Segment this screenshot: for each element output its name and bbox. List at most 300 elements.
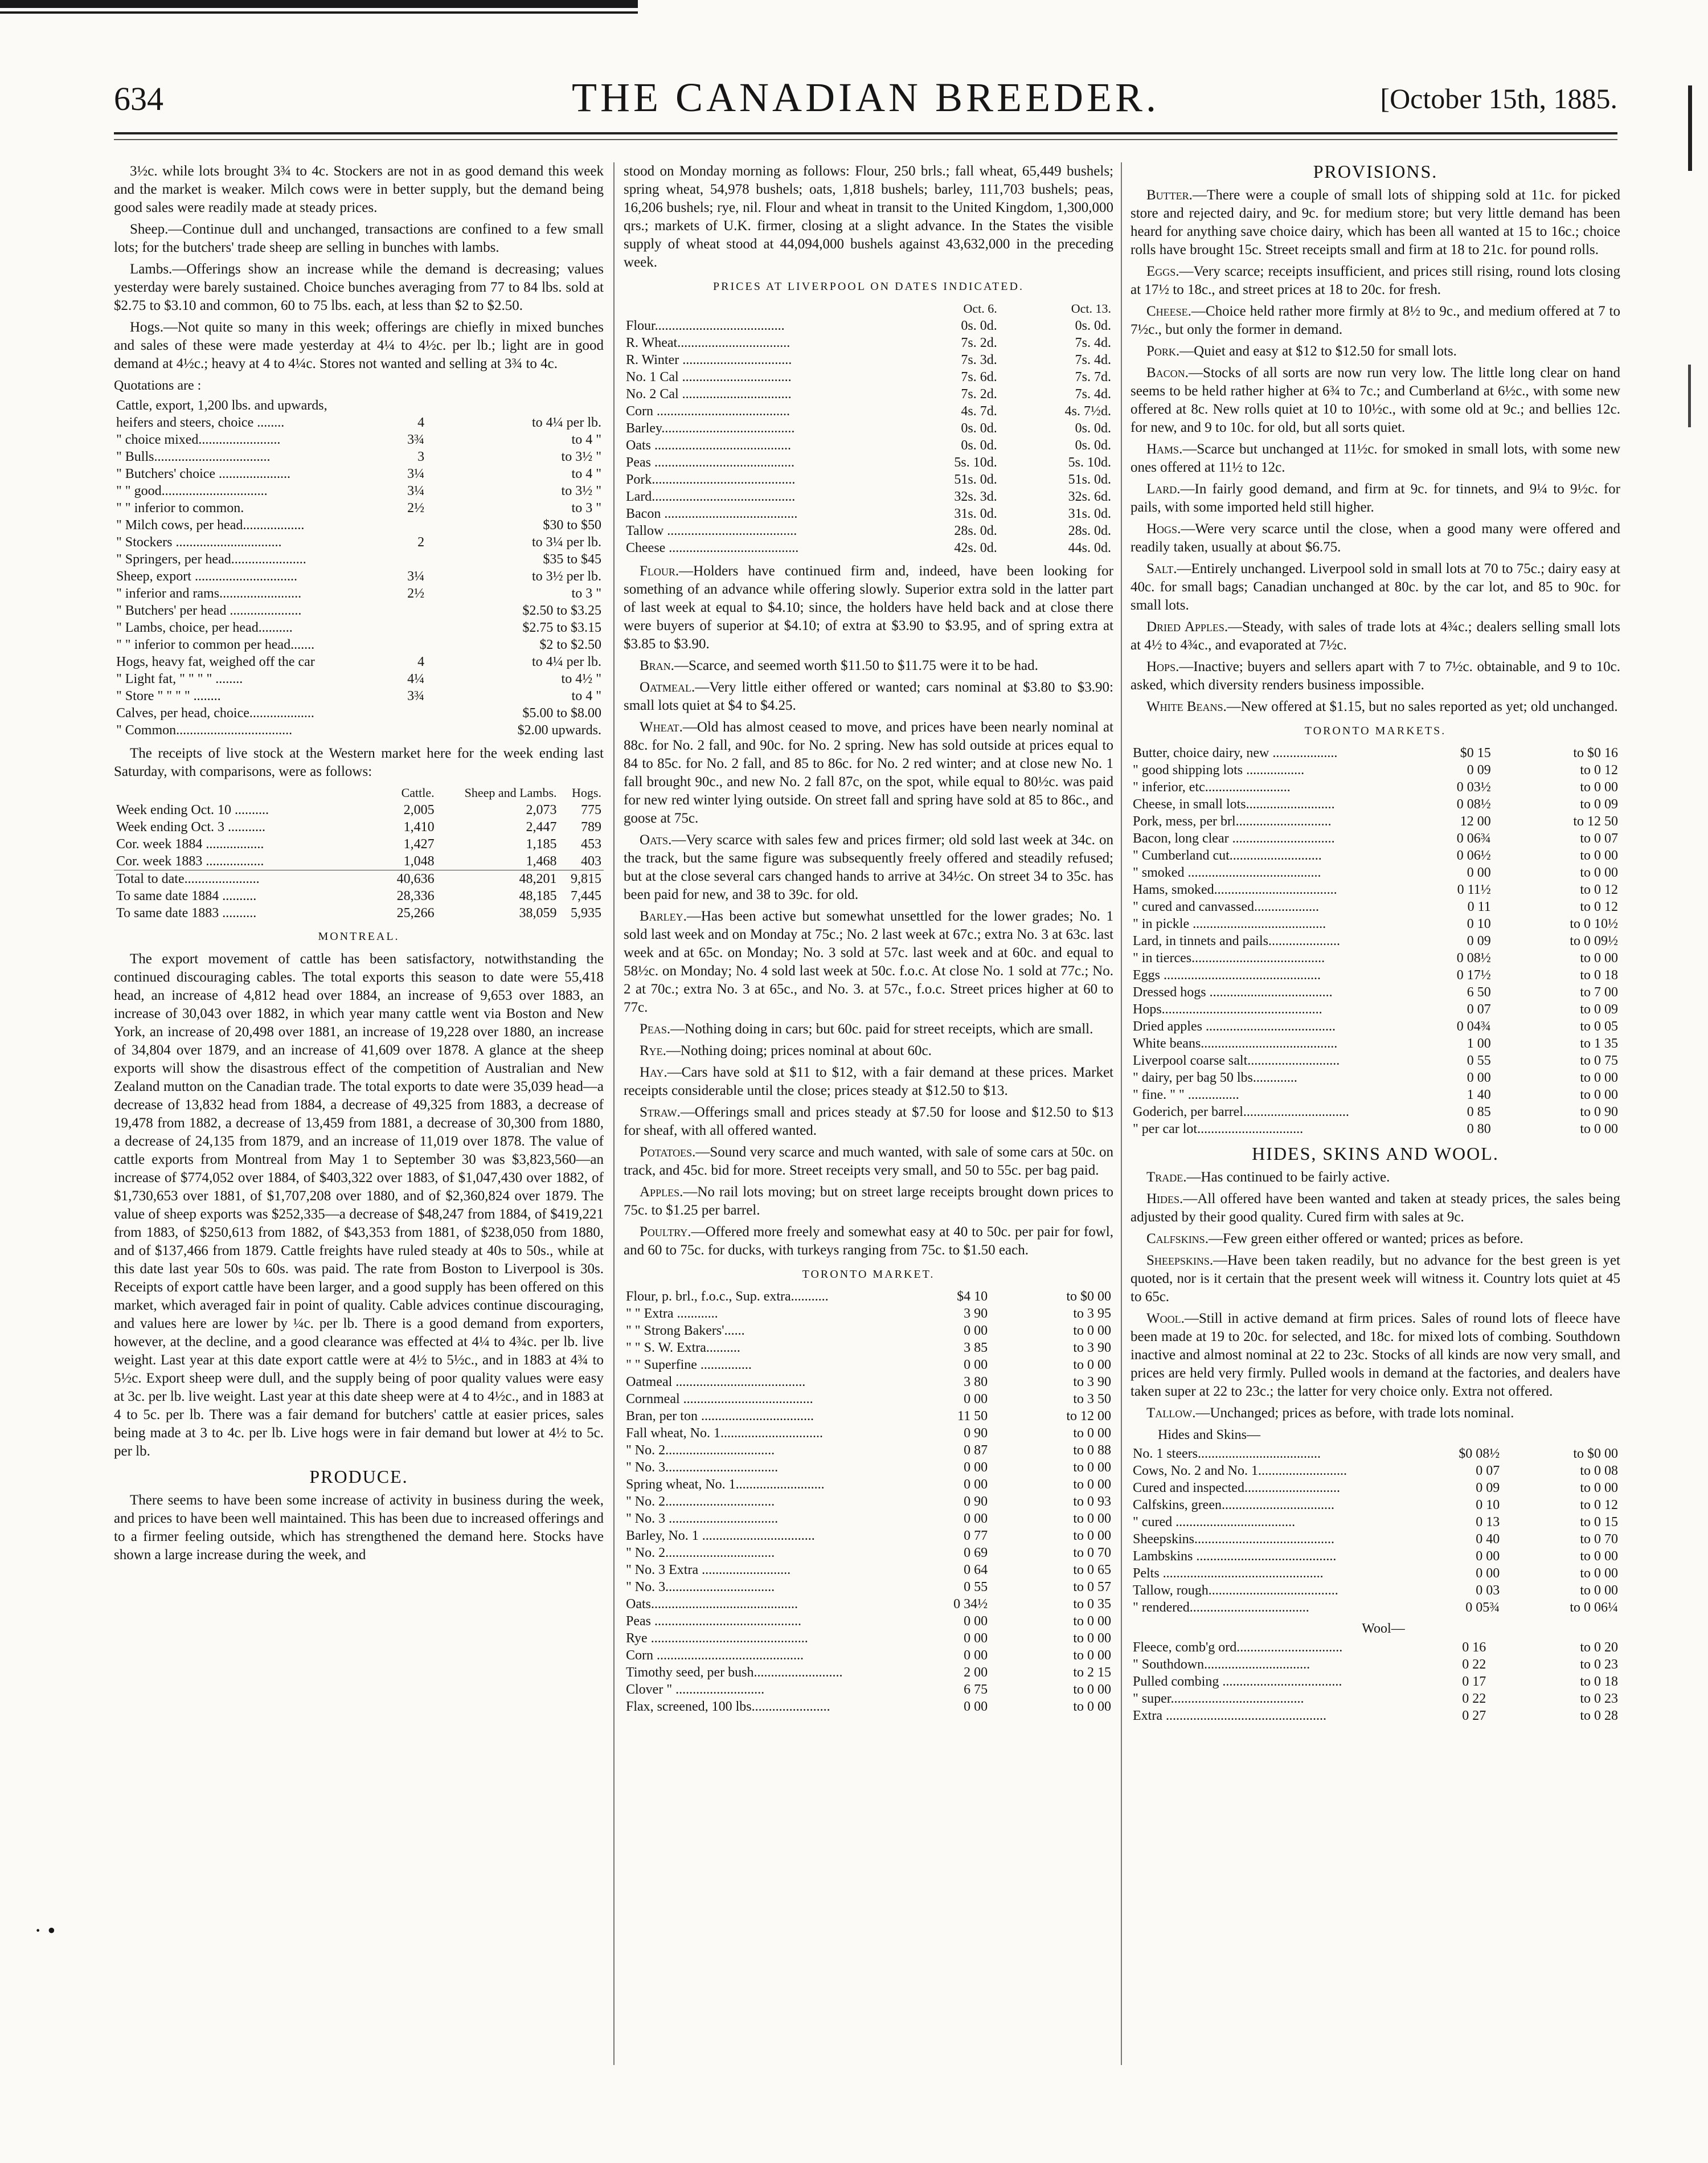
report-text: —Has continued to be fairly active. <box>1186 1170 1390 1185</box>
row-value: 4 <box>417 415 425 430</box>
toronto-markets-row <box>1131 1001 1620 1018</box>
report-lead: Cheese. <box>1146 304 1191 319</box>
row-label: Butter, choice dairy, new ................... <box>1133 746 1338 760</box>
row-value: to 0 00 <box>1580 1087 1618 1102</box>
row-value: to 0 00 <box>1073 1682 1111 1697</box>
row-value: to 1 35 <box>1580 1036 1618 1051</box>
row-value: 25,266 <box>396 906 435 921</box>
row-label: Oats........................................... <box>626 1597 798 1612</box>
liverpool-row <box>624 522 1113 539</box>
row-label: " super....................................... <box>1133 1691 1304 1706</box>
report-lead: Hops. <box>1146 659 1179 674</box>
toronto-markets-row <box>1131 898 1620 915</box>
row-label: Lard, in tinnets and pails..................... <box>1133 934 1340 948</box>
row-value: 0 22 <box>1462 1657 1486 1672</box>
row-value: 1 40 <box>1467 1087 1491 1102</box>
liverpool-row <box>624 471 1113 488</box>
report-lead: Salt. <box>1146 561 1177 576</box>
row-label: Sheep, export .............................. <box>116 569 297 584</box>
toronto-market-row <box>624 1305 1113 1322</box>
wool-row <box>1131 1690 1620 1707</box>
report-text: —Inactive; buyers and sellers apart with 7 to 7½c. obtainable, and 9 to 10c. asked, which diversity renders business impossible. <box>1131 659 1620 693</box>
row-value: 453 <box>581 837 601 852</box>
row-value: 3¾ <box>407 689 425 704</box>
row-label: White beans........................................ <box>1133 1036 1338 1051</box>
row-value <box>383 397 427 414</box>
row-value: 7,445 <box>571 889 601 903</box>
report-lead: Eggs. <box>1146 264 1179 279</box>
row-label: " " Extra ............ <box>626 1306 718 1321</box>
stocks-paragraph: stood on Monday morning as follows: Flour, 250 brls.; fall wheat, 65,449 bushels; spring wheat, 54,978 bushels; oats, 1,818 bushels; barley, 111,703 bushels; peas, 16,206 bushels; rye, nil. Flour and wheat in transit to the United Kingdom, 1,300,000 qrs.; markets of U.K. firmer, closing at a slight advance. In the States the visible supply of wheat stood at 44,094,000 bushels against 43,632,000 in the preceding week. <box>624 163 1113 270</box>
row-value: to 3 90 <box>1073 1340 1111 1355</box>
report-text: —Offerings small and prices steady at $7.50 for loose and $12.50 to $13 for sheaf, with all offered wanted. <box>624 1105 1113 1138</box>
margin-dots: · • <box>34 1917 56 1943</box>
row-value: to 0 28 <box>1580 1708 1618 1723</box>
row-value: 0s. 0d. <box>1075 438 1111 453</box>
row-value: 32s. 3d. <box>954 489 997 504</box>
row-value: 6 50 <box>1467 985 1491 1000</box>
toronto-markets-row <box>1131 915 1620 933</box>
report-text: —Steady, with sales of trade lots at 4¾c.; dealers selling small lots at 4½ to 4¾c., and evaporated at 7½c. <box>1131 619 1620 653</box>
row-value: 0 00 <box>964 1392 988 1406</box>
wool-row <box>1131 1707 1620 1724</box>
row-value: 0 27 <box>1462 1708 1486 1723</box>
row-label: Calfskins, green................................. <box>1133 1498 1334 1512</box>
row-value: to 0 00 <box>1073 1528 1111 1543</box>
row-label: " Milch cows, per head.................. <box>116 518 305 533</box>
row-label: No. 1 steers.................................... <box>1133 1446 1321 1461</box>
row-value: 0 10 <box>1467 917 1491 931</box>
report-text: —There were a couple of small lots of shipping sold at 11c. for picked store and rejected dairy, and 9c. for medium store; but very little demand has been heard for anything save choice dairy, which has been all wanted at 15 to 16c.; choice rolls have brought 15c. Street receipts small and firm at 18 to 21c. for pound rolls. <box>1131 187 1620 257</box>
row-value: 11 50 <box>957 1409 988 1424</box>
report-lead: Oats. <box>640 832 672 848</box>
market-report-paragraph <box>1131 658 1620 694</box>
report-text: —Quiet and easy at $12 to $12.50 for small lots. <box>1179 344 1457 359</box>
quotation-row <box>114 705 604 722</box>
row-value: 0s. 0d. <box>1075 318 1111 333</box>
market-report-paragraph <box>1131 342 1620 361</box>
row-label: Bacon ....................................... <box>626 506 798 521</box>
row-value: to 0 00 <box>1073 1460 1111 1475</box>
quotation-row <box>114 534 604 551</box>
row-value: 4 <box>417 655 425 669</box>
montreal-paragraph: The export movement of cattle has been satisfactory, notwithstanding the continued discouraging cables. The total exports this season to date were 55,418 head, an increase of 4,812 head over 1884, an increase of 9,653 over 1883, an increase of 30,043 over 1882, in which year many cattle went via Boston and New York, an increase of 20,498 over 1881, an increase of 19,228 over 1880, an increase of 34,804 over 1879, and an increase of 41,609 over 1878. A glance at the sheep exports will show the disastrous effect of the competition of Australian and New Zealand mutton on the Canadian trade. The total exports to date were 35,039 head—a decrease of 13,832 head from 1884, a decrease of 49,325 from 1883, a decrease of 19,478 from 1882, a decrease of 13,459 from 1881, a decrease of 30,300 from 1880, a decrease of 24,135 from 1879, and an increase of 11,019 over 1878. The value of cattle exports from Montreal from May 1 to September 30 was $3,823,560—an increase of $774,052 over 1884, of $403,322 over 1883, of $1,047,430 over 1882, of $1,730,653 over 1881, of $1,707,208 over 1880, and of $2,360,824 over 1879. The value of sheep exports was $252,335—a decrease of $48,247 from 1884, of $419,221 from 1883, of $250,613 from 1882, of $43,353 from 1881, of $238,050 from 1880, and of $137,466 from 1879. Cattle freights have ruled steady at 40s to 50s., while at this date last year 50s to 60s. was paid. The rate from Boston to Liverpool is 30s. Receipts of export cattle have been larger, and a good supply has been offered on this market, which averaged fair in point of quality. Cable advices continue discouraging, and values here are lower by ¼c. per lb. There is a good demand from exporters, however, at the decline, and a good clearance was effected at 4¼ to 4¾c. per lb. live weight. Last year at this date export cattle were at 4½ to 5½c., and in 1883 at 4¾ to 5½c. Export sheep were dull, and the supply being of poor quality values were easy at 3c. per lb. live weight. Last year at this date sheep were at 4 to 4½c., and in 1883 at 4 to 5c. per lb. There was a fair demand for butchers' cattle at easier prices, sales being made at 3 to 4c. per lb. Live hogs were in fair demand but lower at 4½ to 5c. per lb. <box>114 951 604 1459</box>
toronto-market-row <box>624 1647 1113 1664</box>
row-label: Lard.......................................... <box>626 489 796 504</box>
row-value: 0 06¾ <box>1456 831 1491 846</box>
report-text: —Still in active demand at firm prices. Sales of round lots of fleece have been made at 19 to 20c. for selected, and 18c. for mixed lots of combing. Southdown inactive and almost nominal at 22 to 23c. Stocks of all kinds are now very small, and prices are held very firmly. Pulled wools in demand at the factories, and dealers have taken super at 22 to 23c.; the latter for very choice only. Extra not offered. <box>1131 1311 1620 1399</box>
row-value: 3¼ <box>407 467 425 481</box>
row-label: " Store " " " " ........ <box>116 689 221 704</box>
toronto-market-row <box>624 1681 1113 1698</box>
market-report-paragraph <box>1131 1252 1620 1306</box>
report-lead: Dried Apples. <box>1146 619 1228 635</box>
row-value: 0 16 <box>1462 1640 1486 1655</box>
row-value: $4 10 <box>957 1289 988 1304</box>
report-text: —Scarce, and seemed worth $11.50 to $11.75 were it to be had. <box>674 658 1038 673</box>
report-text: —Offered more freely and somewhat easy at 40 to 50c. per pair for fowl, and 60 to 75c. for ducks, with turkeys ranging from 75c. to $1.50 each. <box>624 1224 1113 1258</box>
livestock-paragraph: Lambs.—Offerings show an increase while the demand is decreasing; values yesterday were barely sustained. Choice bunches averaging from 77 to 84 lbs. sold at $2.75 to $3.10 and common, 60 to 75 lbs. each, at less than $2 to $2.50. <box>114 261 604 313</box>
row-value: to 0 18 <box>1580 968 1618 983</box>
row-label: Barley, No. 1 ................................. <box>626 1528 815 1543</box>
toronto-market-row <box>624 1698 1113 1715</box>
liverpool-row <box>624 386 1113 403</box>
report-lead: Sheepskins. <box>1146 1253 1214 1268</box>
row-value: to 0 00 <box>1073 1648 1111 1663</box>
row-value: 0 09 <box>1476 1481 1500 1495</box>
column-header: Hogs. <box>572 786 601 800</box>
report-text: —Entirely unchanged. Liverpool sold in small lots at 70 to 75c.; dairy easy at 40c. for small bags; Canadian unchanged at 80c. by the car lot, and 85 to 90c. for small lots. <box>1131 561 1620 613</box>
row-label: Peas ......................................... <box>626 455 794 470</box>
toronto-market-row <box>624 1596 1113 1613</box>
liverpool-row <box>624 351 1113 369</box>
row-value: to 0 70 <box>1073 1545 1111 1560</box>
row-value: 0 34½ <box>953 1597 988 1612</box>
row-value <box>383 602 427 619</box>
report-lead: Peas. <box>640 1021 671 1037</box>
row-value: 28s. 0d. <box>1068 524 1111 538</box>
row-value: 31s. 0d. <box>954 506 997 521</box>
row-label: " rendered................................... <box>1133 1600 1309 1615</box>
row-value: 0 03 <box>1476 1583 1500 1598</box>
row-label: Fleece, comb'g ord............................... <box>1133 1640 1343 1655</box>
row-value: 7s. 3d. <box>961 353 997 367</box>
row-value: to 4 " <box>571 432 601 447</box>
row-value: to 3½ " <box>561 449 601 464</box>
row-label: " " inferior to common per head....... <box>116 637 315 652</box>
row-value: 42s. 0d. <box>954 541 997 555</box>
row-value <box>383 619 427 636</box>
page-number: 634 <box>114 80 163 117</box>
row-value: 0 00 <box>1476 1549 1500 1564</box>
report-text: —Choice held rather more firmly at 8½ to 9c., and medium offered at 7 to 7½c., but only the former in demand. <box>1131 304 1620 337</box>
toronto-markets-row <box>1131 813 1620 830</box>
report-lead: Straw. <box>640 1105 681 1120</box>
liverpool-row <box>624 334 1113 351</box>
toronto-markets-row <box>1131 745 1620 762</box>
report-lead: Poultry. <box>640 1224 691 1240</box>
row-label: " fine. " " ............... <box>1133 1087 1239 1102</box>
market-report-paragraph <box>624 657 1113 675</box>
row-value <box>383 551 427 568</box>
toronto-market-row <box>624 1510 1113 1527</box>
row-value: 7s. 4d. <box>1075 353 1111 367</box>
receipts-row <box>114 836 604 853</box>
row-value: 0s. 0d. <box>961 318 997 333</box>
row-value: to 0 23 <box>1580 1657 1618 1672</box>
row-value: to 0 00 <box>1073 1358 1111 1372</box>
market-report-paragraph <box>1131 1168 1620 1187</box>
quotation-row <box>114 465 604 483</box>
toronto-markets-row <box>1131 1035 1620 1052</box>
row-value: to 2 15 <box>1073 1665 1111 1680</box>
row-value: $2 to $2.50 <box>539 637 601 652</box>
row-value: to 4¼ per lb. <box>532 655 601 669</box>
row-label: R. Wheat................................. <box>626 336 790 350</box>
row-label: To same date 1884 .......... <box>116 889 257 903</box>
row-value: 0 11½ <box>1457 882 1491 897</box>
row-value: 40,636 <box>396 872 435 886</box>
column-1 <box>114 162 604 1568</box>
row-label: " inferior and rams........................ <box>116 586 302 601</box>
column-header <box>624 300 893 317</box>
liverpool-row <box>624 454 1113 471</box>
produce-paragraph: There seems to have been some increase of activity in business during the week, and prices to have been well maintained. This has been due to increased offerings and to a firmer feeling outside, which has strengthened the demand here. Stocks have shown a large increase during the week, and <box>114 1493 604 1563</box>
row-value: to 0 06¼ <box>1570 1600 1618 1615</box>
report-text: —Has been active but somewhat unsettled for the lower grades; No. 1 sold last week and on Monday at 75c.; No. 2 last week at 67c.; extra No. 3 at 63c. last week and at 65c. on Monday; No. 3 sold at 57c. last week and at 60c. and equal to 58½c. on Monday; No. 4 sold last week at 50c. f.o.c. At close No. 1 sold at 77c.; No. 2 at 70c.; extra No. 3 at 65c., and No. 3. at 57c., f.o.c. Street prices higher at 60 to 77c. <box>624 909 1113 1015</box>
row-value: to 4½ " <box>561 672 601 686</box>
row-label: Tallow, rough...................................... <box>1133 1583 1338 1598</box>
market-report-paragraph <box>1131 440 1620 477</box>
row-value: 7s. 4d. <box>1075 387 1111 402</box>
toronto-market-row <box>624 1356 1113 1373</box>
row-label: " cured ................................... <box>1133 1515 1296 1530</box>
quotation-row <box>114 431 604 448</box>
row-value <box>427 397 604 414</box>
row-label: " in tierces....................................... <box>1133 951 1325 966</box>
report-lead: Trade. <box>1146 1170 1187 1185</box>
toronto-market-row <box>624 1288 1113 1305</box>
row-label: Tallow ...................................... <box>626 524 797 538</box>
row-value: 0 08½ <box>1456 951 1491 966</box>
row-value: 51s. 0d. <box>954 472 997 487</box>
row-value: to 0 09 <box>1580 1002 1618 1017</box>
row-value: 0 85 <box>1467 1105 1491 1119</box>
row-value: 0 17½ <box>1456 968 1491 983</box>
provisions-heading: PROVISIONS. <box>1313 161 1438 182</box>
market-report-paragraph <box>624 718 1113 828</box>
livestock-paragraph: Sheep.—Continue dull and unchanged, transactions are confined to a few small lots; for the butchers' trade sheep are selling in bunches with lambs. <box>114 222 604 255</box>
row-label: Hams, smoked.................................... <box>1133 882 1337 897</box>
produce-market-reports <box>624 562 1113 1260</box>
row-label: Week ending Oct. 10 .......... <box>116 803 269 817</box>
row-value: $0 15 <box>1460 746 1491 760</box>
row-value: 5s. 10d. <box>1068 455 1111 470</box>
toronto-market-row <box>624 1391 1113 1408</box>
toronto-markets-row <box>1131 967 1620 984</box>
row-value: $2.50 to $3.25 <box>522 603 601 618</box>
toronto-market-row <box>624 1561 1113 1579</box>
quotation-row <box>114 448 604 465</box>
report-text: —Nothing doing in cars; but 60c. paid for street receipts, which are small. <box>670 1021 1093 1037</box>
row-value: $30 to $50 <box>543 518 601 533</box>
row-value: to 3½ per lb. <box>532 569 601 584</box>
market-report-paragraph <box>1131 1404 1620 1422</box>
report-text: —Very scarce; receipts insufficient, and prices still rising, round lots closing at 17½ to 18c., and street prices at 18 to 20c. for fresh. <box>1131 264 1620 297</box>
row-value: to 0 08 <box>1580 1463 1618 1478</box>
market-report-paragraph <box>1131 560 1620 615</box>
report-text: —Cars have sold at $11 to $12, with a fair demand at these prices. Market receipts considerable until the close; prices steady at $12.50 to $13. <box>624 1065 1113 1098</box>
toronto-market-row <box>624 1442 1113 1459</box>
row-label: " " Strong Bakers'...... <box>626 1323 745 1338</box>
hides-row <box>1131 1531 1620 1548</box>
quotation-row <box>114 414 604 431</box>
row-label: Goderich, per barrel............................... <box>1133 1105 1349 1119</box>
row-value: to 0 00 <box>1580 865 1618 880</box>
report-lead: Pork. <box>1146 344 1180 359</box>
row-value: to 0 35 <box>1073 1597 1111 1612</box>
row-value: to 3 95 <box>1073 1306 1111 1321</box>
toronto-markets-row <box>1131 1086 1620 1103</box>
row-label: Cheese ...................................... <box>626 541 799 555</box>
row-label: " Butchers' per head ..................... <box>116 603 302 618</box>
row-value: 0 00 <box>964 1614 988 1629</box>
page-edge-mark-lower <box>1688 365 1691 427</box>
toronto-market-table <box>624 1288 1113 1715</box>
row-value: 0 00 <box>964 1648 988 1663</box>
market-report-paragraph <box>624 1143 1113 1180</box>
row-value: to 0 00 <box>1580 1122 1618 1136</box>
newspaper-title: THE CANADIAN BREEDER. <box>572 75 1160 120</box>
page-edge-mark <box>1688 85 1692 171</box>
row-value: to 4¼ per lb. <box>532 415 601 430</box>
row-label: Bran, per ton ................................. <box>626 1409 814 1424</box>
toronto-market-row <box>624 1613 1113 1630</box>
row-value: 0 00 <box>1476 1566 1500 1581</box>
row-value: to 0 20 <box>1580 1640 1618 1655</box>
row-value: to 0 00 <box>1073 1631 1111 1646</box>
row-value: to 0 70 <box>1580 1532 1618 1547</box>
row-label: Flax, screened, 100 lbs....................... <box>626 1699 830 1714</box>
toronto-markets-row <box>1131 950 1620 967</box>
row-label: " No. 3 Extra .......................... <box>626 1563 791 1577</box>
row-label: Corn ....................................... <box>626 404 790 419</box>
row-value: 1,468 <box>526 854 557 869</box>
row-label: " No. 3................................. <box>626 1460 779 1475</box>
row-label: " Lambs, choice, per head.......... <box>116 620 293 635</box>
row-label: " No. 2................................ <box>626 1494 775 1509</box>
row-value: to 0 00 <box>1580 780 1618 795</box>
report-text: —Holders have continued firm and, indeed, have been looking for something of an advance while offering slowly. Superior extra sold in the latter part of last week at equal to $4.10; since, the holders have held back and at close there were buyers of superior at $4.10; of extra at $3.90 to $3.95, and of spring extra at $3.85 to $3.90. <box>624 563 1113 652</box>
row-label: " No. 2................................ <box>626 1545 775 1560</box>
row-label: Extra ............................................... <box>1133 1708 1326 1723</box>
column-header: Sheep and Lambs. <box>464 786 557 800</box>
row-value: 0 00 <box>964 1477 988 1492</box>
row-value: to 3 90 <box>1073 1375 1111 1389</box>
toronto-markets-row <box>1131 1103 1620 1121</box>
market-report-paragraph <box>624 1183 1113 1220</box>
column-2 <box>624 162 1113 1715</box>
row-value <box>383 636 427 653</box>
liverpool-row <box>624 437 1113 454</box>
row-value: 31s. 0d. <box>1068 506 1111 521</box>
row-label: Hogs, heavy fat, weighed off the car <box>116 655 315 669</box>
wool-table <box>1131 1639 1620 1724</box>
toronto-markets-row <box>1131 762 1620 779</box>
row-value: 0 13 <box>1476 1515 1500 1530</box>
row-label: " No. 3................................ <box>626 1580 775 1594</box>
market-report-paragraph <box>1131 263 1620 299</box>
livestock-intro <box>114 162 604 373</box>
quotation-row <box>114 688 604 705</box>
row-value: to 0 00 <box>1580 1566 1618 1581</box>
row-label: Week ending Oct. 3 ........... <box>116 820 266 835</box>
row-value: 2 <box>417 535 425 550</box>
row-value: 0 07 <box>1476 1463 1500 1478</box>
toronto-market-row <box>624 1664 1113 1681</box>
row-value: to 0 00 <box>1073 1699 1111 1714</box>
market-report-paragraph <box>1131 1310 1620 1401</box>
row-value: 6 75 <box>964 1682 988 1697</box>
row-value: 0 00 <box>964 1699 988 1714</box>
row-value: 0 90 <box>964 1494 988 1509</box>
row-value: 0 77 <box>964 1528 988 1543</box>
row-value: 7s. 4d. <box>1075 336 1111 350</box>
row-value <box>383 517 427 534</box>
row-label: Bacon, long clear .............................. <box>1133 831 1335 846</box>
row-label: " Butchers' choice ..................... <box>116 467 291 481</box>
row-label: Oatmeal ...................................... <box>626 1375 806 1389</box>
row-value: 32s. 6d. <box>1068 489 1111 504</box>
row-value: 0 09 <box>1467 934 1491 948</box>
market-report-paragraph <box>1131 1190 1620 1226</box>
report-lead: Apples. <box>640 1184 683 1200</box>
market-report-paragraph <box>624 1042 1113 1060</box>
row-value: to 0 12 <box>1580 763 1618 778</box>
row-value: 0 04¾ <box>1456 1019 1491 1034</box>
toronto-markets-row <box>1131 933 1620 950</box>
hides-row <box>1131 1462 1620 1479</box>
report-text: —Few green either offered or wanted; prices as before. <box>1208 1231 1523 1246</box>
row-value: to 0 00 <box>1580 951 1618 966</box>
row-label: " per car lot............................... <box>1133 1122 1304 1136</box>
hides-row <box>1131 1445 1620 1462</box>
row-value: to 4 " <box>571 689 601 704</box>
row-value: 7s. 7d. <box>1075 370 1111 385</box>
liverpool-row <box>624 317 1113 334</box>
row-label: Spring wheat, No. 1.......................... <box>626 1477 825 1492</box>
hides-skins-label: Hides and Skins— <box>1158 1428 1260 1442</box>
receipts-paragraph: The receipts of live stock at the Western market here for the week ending last Saturday, with comparisons, were as follows: <box>114 746 604 779</box>
row-value: 2 00 <box>964 1665 988 1680</box>
row-label: Clover " .......................... <box>626 1682 765 1697</box>
toronto-markets-row <box>1131 1069 1620 1086</box>
row-value: $5.00 to $8.00 <box>522 706 601 721</box>
hides-heading: HIDES, SKINS AND WOOL. <box>1252 1143 1499 1164</box>
hides-skins-table <box>1131 1445 1620 1616</box>
row-value: to 0 57 <box>1073 1580 1111 1594</box>
market-report-paragraph <box>1131 618 1620 655</box>
row-value: 0 06½ <box>1456 848 1491 863</box>
toronto-market-row <box>624 1373 1113 1391</box>
row-label: Cor. week 1883 ................. <box>116 854 264 869</box>
row-label: Timothy seed, per bush.......................... <box>626 1665 843 1680</box>
quotation-row <box>114 568 604 585</box>
report-lead: Barley. <box>640 909 687 924</box>
row-label: Dried apples ...................................... <box>1133 1019 1336 1034</box>
row-value: 3 <box>417 449 425 464</box>
top-rule-decoration <box>0 0 638 8</box>
row-value: 1,185 <box>526 837 557 852</box>
row-value: to 0 07 <box>1580 831 1618 846</box>
row-label: " " S. W. Extra.......... <box>626 1340 740 1355</box>
row-value: 3¾ <box>407 432 425 447</box>
row-value: 2½ <box>407 586 425 601</box>
row-value: to 0 65 <box>1073 1563 1111 1577</box>
row-value: 0 00 <box>964 1631 988 1646</box>
row-value: 775 <box>581 803 601 817</box>
liverpool-heading: PRICES AT LIVERPOOL ON DATES INDICATED. <box>713 280 1024 293</box>
row-value: 0 08½ <box>1456 797 1491 812</box>
row-value: 1,410 <box>403 820 435 835</box>
wool-row <box>1131 1639 1620 1656</box>
row-label: " Cumberland cut........................... <box>1133 848 1322 863</box>
row-label: " Light fat, " " " " ........ <box>116 672 243 686</box>
hides-row <box>1131 1582 1620 1599</box>
wool-row <box>1131 1656 1620 1673</box>
toronto-markets-heading: TORONTO MARKETS. <box>1304 725 1447 737</box>
toronto-markets-row <box>1131 864 1620 881</box>
